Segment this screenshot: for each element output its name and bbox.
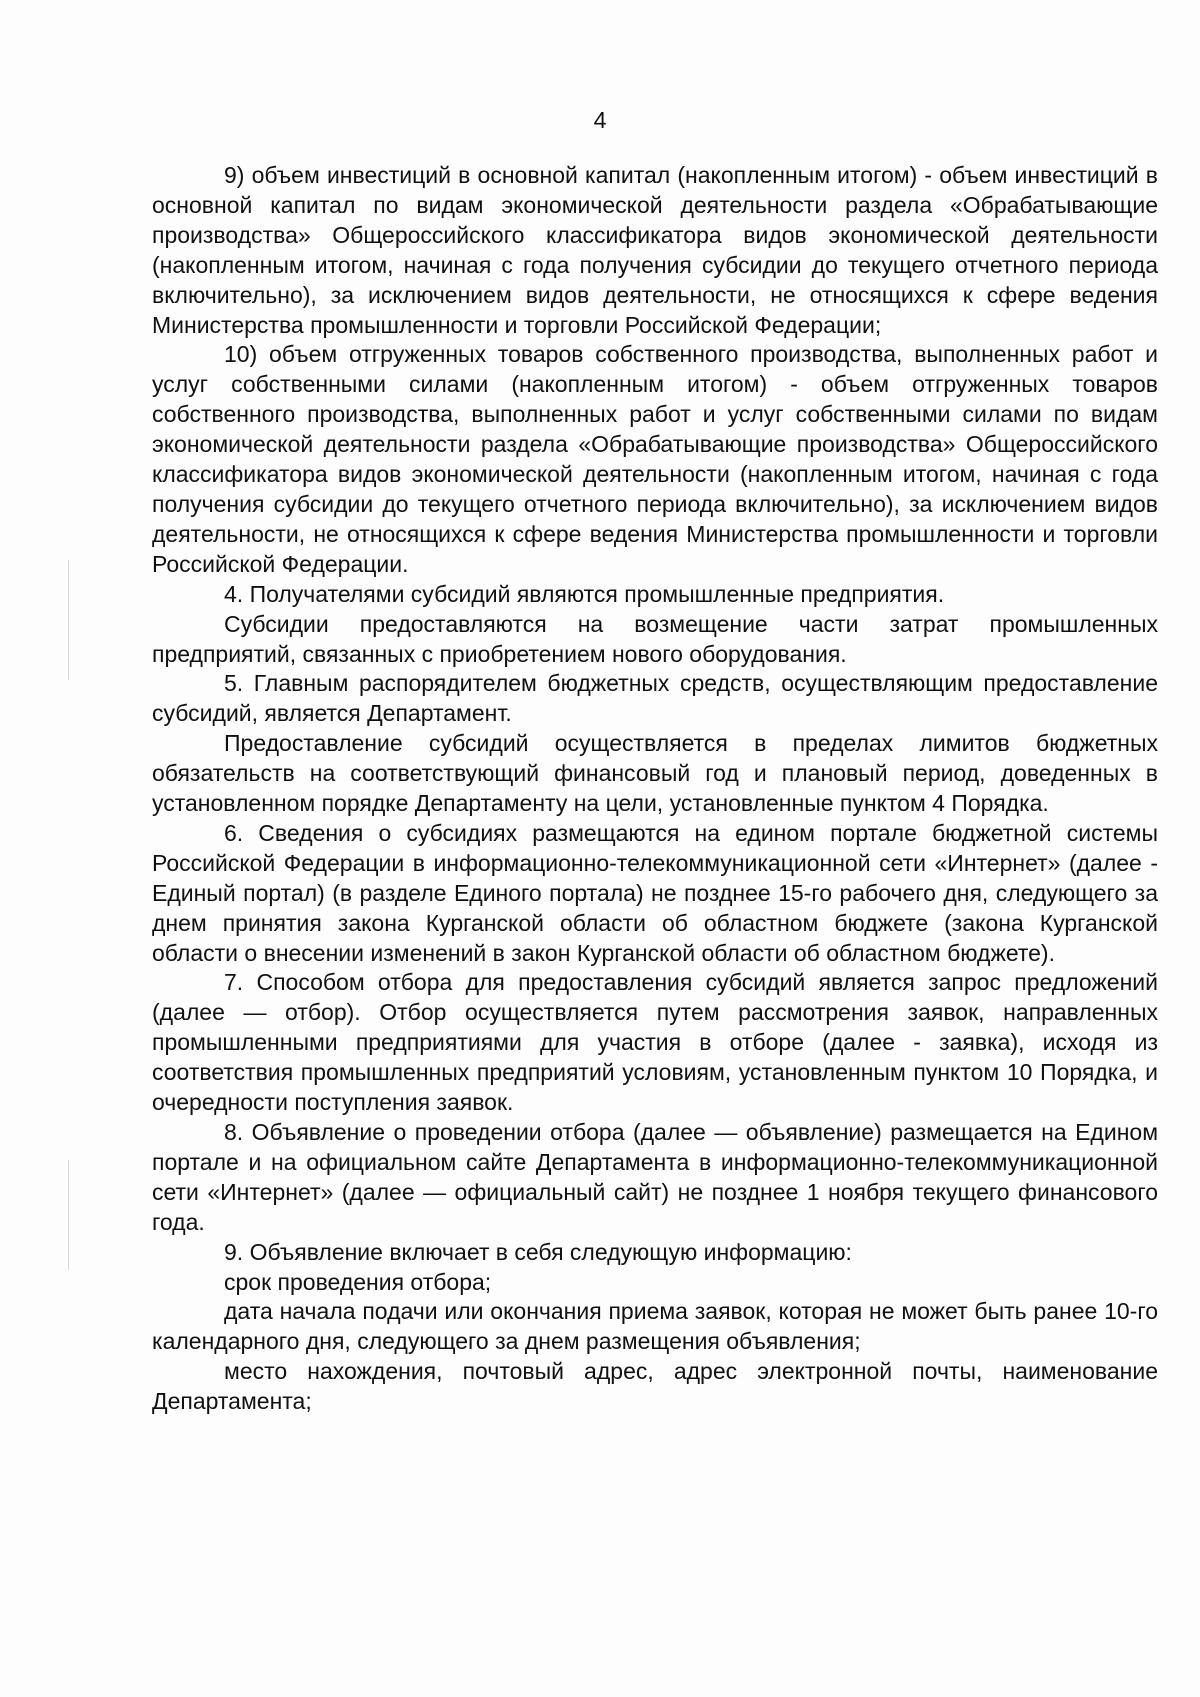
paragraph-clause-9-dates: дата начала подачи или окончания приема заявок, которая не может быть ранее 10-го календарного дня, следующего за днем размещения объявления;	[152, 1298, 1158, 1355]
paragraph-clause-9-term: срок проведения отбора;	[224, 1268, 492, 1295]
document-body	[152, 161, 1158, 1417]
paragraph-clause-6-portal: 6. Сведения о субсидиях размещаются на едином портале бюджетной системы Российской Федерации в информационно-телекоммуникационной сети «Интернет» (далее - Единый портал) (в разделе Единого портала) не позднее 15-го рабочего дня, следующего за днем принятия закона Курганской области об областном бюджете (закона Курганской области о внесении изменений в закон Курганской области об областном бюджете).	[152, 819, 1158, 966]
paragraph-clause-9-location: место нахождения, почтовый адрес, адрес электронной почты, наименование Департамента;	[152, 1358, 1158, 1415]
scan-edge-mark	[68, 560, 69, 680]
paragraph-clause-8-announcement: 8. Объявление о проведении отбора (далее — объявление) размещается на Едином портале и на официальном сайте Департамента в информационно-телекоммуникационной сети «Интернет» (далее — официальный сайт) не позднее 1 ноября текущего финансового года.	[152, 1119, 1158, 1235]
paragraph-clause-5-administrator: 5. Главным распорядителем бюджетных средств, осуществляющим предоставление субсидий, является Департамент.	[152, 670, 1158, 727]
paragraph-item-10-shipped-goods: 10) объем отгруженных товаров собственного производства, выполненных работ и услуг собственными силами (накопленным итогом) - объем отгруженных товаров собственного производства, выполненных работ и услуг собственными силами по видам экономической деятельности раздела «Обрабатывающие производства» Общероссийского классификатора видов экономической деятельности (накопленным итогом, начиная с года получения субсидии до текущего отчетного периода включительно), за исключением видов деятельности, не относящихся к сфере ведения Министерства промышленности и торговли Российской Федерации.	[152, 341, 1158, 577]
paragraph-clause-4-recipients: 4. Получателями субсидий являются промышленные предприятия.	[224, 580, 945, 607]
paragraph-clause-5-limits: Предоставление субсидий осуществляется в пределах лимитов бюджетных обязательств на соответствующий финансовый год и плановый период, доведенных в установленном порядке Департаменту на цели, установленные пунктом 4 Порядка.	[152, 730, 1158, 817]
paragraph-item-9-investment: 9) объем инвестиций в основной капитал (накопленным итогом) - объем инвестиций в основной капитал по видам экономической деятельности раздела «Обрабатывающие производства» Общероссийского классификатора видов экономической деятельности (накопленным итогом, начиная с года получения субсидии до текущего отчетного периода включительно), за исключением видов деятельности, не относящихся к сфере ведения Министерства промышленности и торговли Российской Федерации;	[152, 162, 1158, 338]
paragraph-clause-9-contents: 9. Объявление включает в себя следующую информацию:	[224, 1238, 852, 1265]
paragraph-clause-7-selection: 7. Способом отбора для предоставления субсидий является запрос предложений (далее — отбор). Отбор осуществляется путем рассмотрения заявок, направленных промышленными предприятиями для участия в отборе (далее - заявка), исходя из соответствия промышленных предприятий условиям, установленным пунктом 10 Порядка, и очередности поступления заявок.	[152, 969, 1158, 1116]
page-number: 4	[593, 107, 607, 133]
paragraph-clause-4-purpose: Субсидии предоставляются на возмещение части затрат промышленных предприятий, связанных с приобретением нового оборудования.	[152, 610, 1158, 667]
scan-edge-mark	[68, 1160, 69, 1270]
